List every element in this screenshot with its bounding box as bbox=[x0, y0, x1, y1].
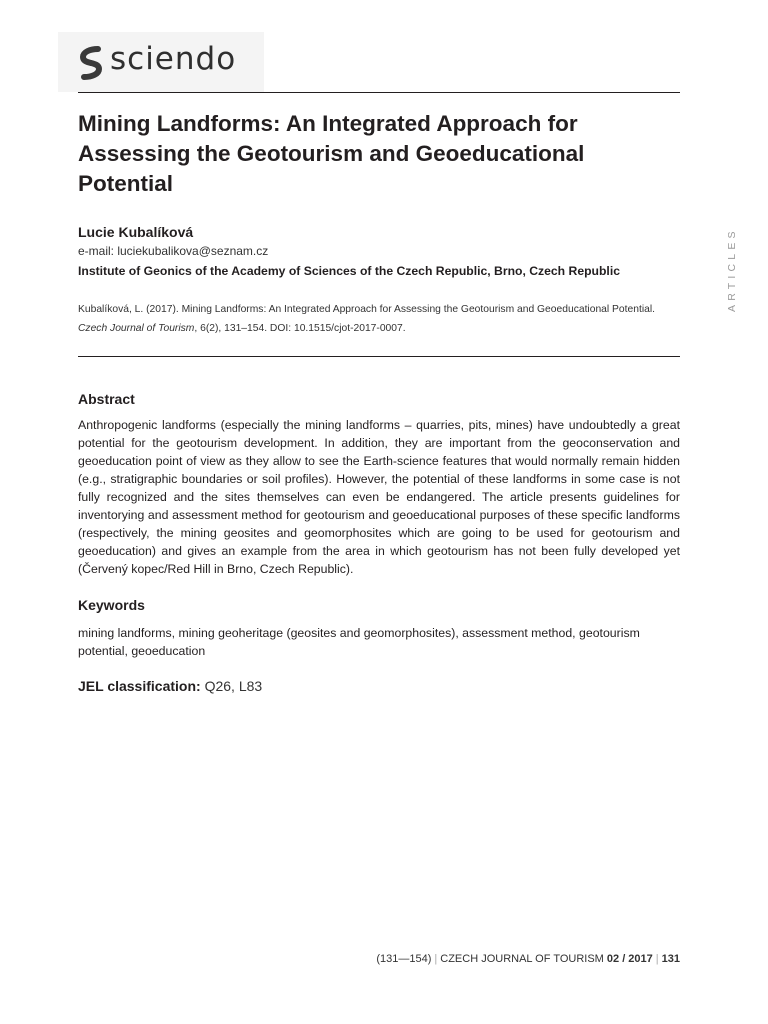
jel-label: JEL classification: bbox=[78, 678, 201, 694]
article-title: Mining Landforms: An Integrated Approach for Assessing the Geotourism and Geoeducational Potential bbox=[78, 111, 585, 196]
publisher-logo bbox=[58, 32, 264, 92]
abstract-heading: Abstract bbox=[78, 391, 135, 407]
author-affiliation: Institute of Geonics of the Academy of Sciences of the Czech Republic, Brno, Czech Republic bbox=[78, 264, 620, 278]
header-divider bbox=[78, 92, 680, 93]
footer-separator: | bbox=[434, 953, 438, 965]
citation-divider bbox=[78, 356, 680, 357]
author-name: Lucie Kubalíková bbox=[78, 224, 194, 240]
citation-journal: Czech Journal of Tourism bbox=[78, 323, 195, 334]
keywords-heading: Keywords bbox=[78, 597, 145, 613]
footer-page-range: (131—154) bbox=[376, 953, 432, 965]
jel-value: Q26, L83 bbox=[204, 678, 263, 694]
keywords-text: mining landforms, mining geoheritage (geosites and geomorphosites), assessment method, geotourism potential, geoeducation bbox=[78, 626, 640, 658]
abstract-text: Anthropogenic landforms (especially the mining landforms – quarries, pits, mines) have undoubtedly a great potential for the geotourism development. In addition, they are important from the geoconservation and geoeducation point of view as they allow to see the Earth-science features that would normally remain hidden (e.g., stratigraphic boundaries or soil profiles). However, the potential of these landforms in some case is not fully recognized and the sites themselves can even be endangered. The article presents guidelines for inventorying and assessment method for geotourism and geoeducational purposes of these specific landforms (respectively, the mining geosites and geomorphosites which are going to be used for geotourism and geoeducation) and gives an example from the area in which geotourism has not been fully developed yet (Červený kopec/Red Hill in Brno, Czech Republic). bbox=[78, 418, 680, 576]
page-number: 131 bbox=[661, 953, 680, 965]
jel-classification bbox=[78, 678, 262, 694]
footer-journal: CZECH JOURNAL OF TOURISM bbox=[440, 953, 604, 965]
footer-issue: 02 / 2017 bbox=[606, 953, 653, 965]
footer-separator: | bbox=[655, 953, 659, 965]
logo-text: sciendo bbox=[110, 41, 237, 77]
section-label: ARTICLES bbox=[726, 227, 738, 312]
author-email[interactable]: e-mail: luciekubalikova@seznam.cz bbox=[78, 244, 269, 258]
citation-text: Kubalíková, L. (2017). Mining Landforms: An Integrated Approach for Assessing the Geotourism and Geoeducational Potential. bbox=[78, 304, 655, 315]
citation-details: , 6(2), 131–154. DOI: 10.1515/cjot-2017-0007. bbox=[194, 323, 406, 334]
citation bbox=[78, 300, 680, 338]
page-footer bbox=[376, 953, 680, 965]
sciendo-s-icon bbox=[78, 46, 104, 80]
